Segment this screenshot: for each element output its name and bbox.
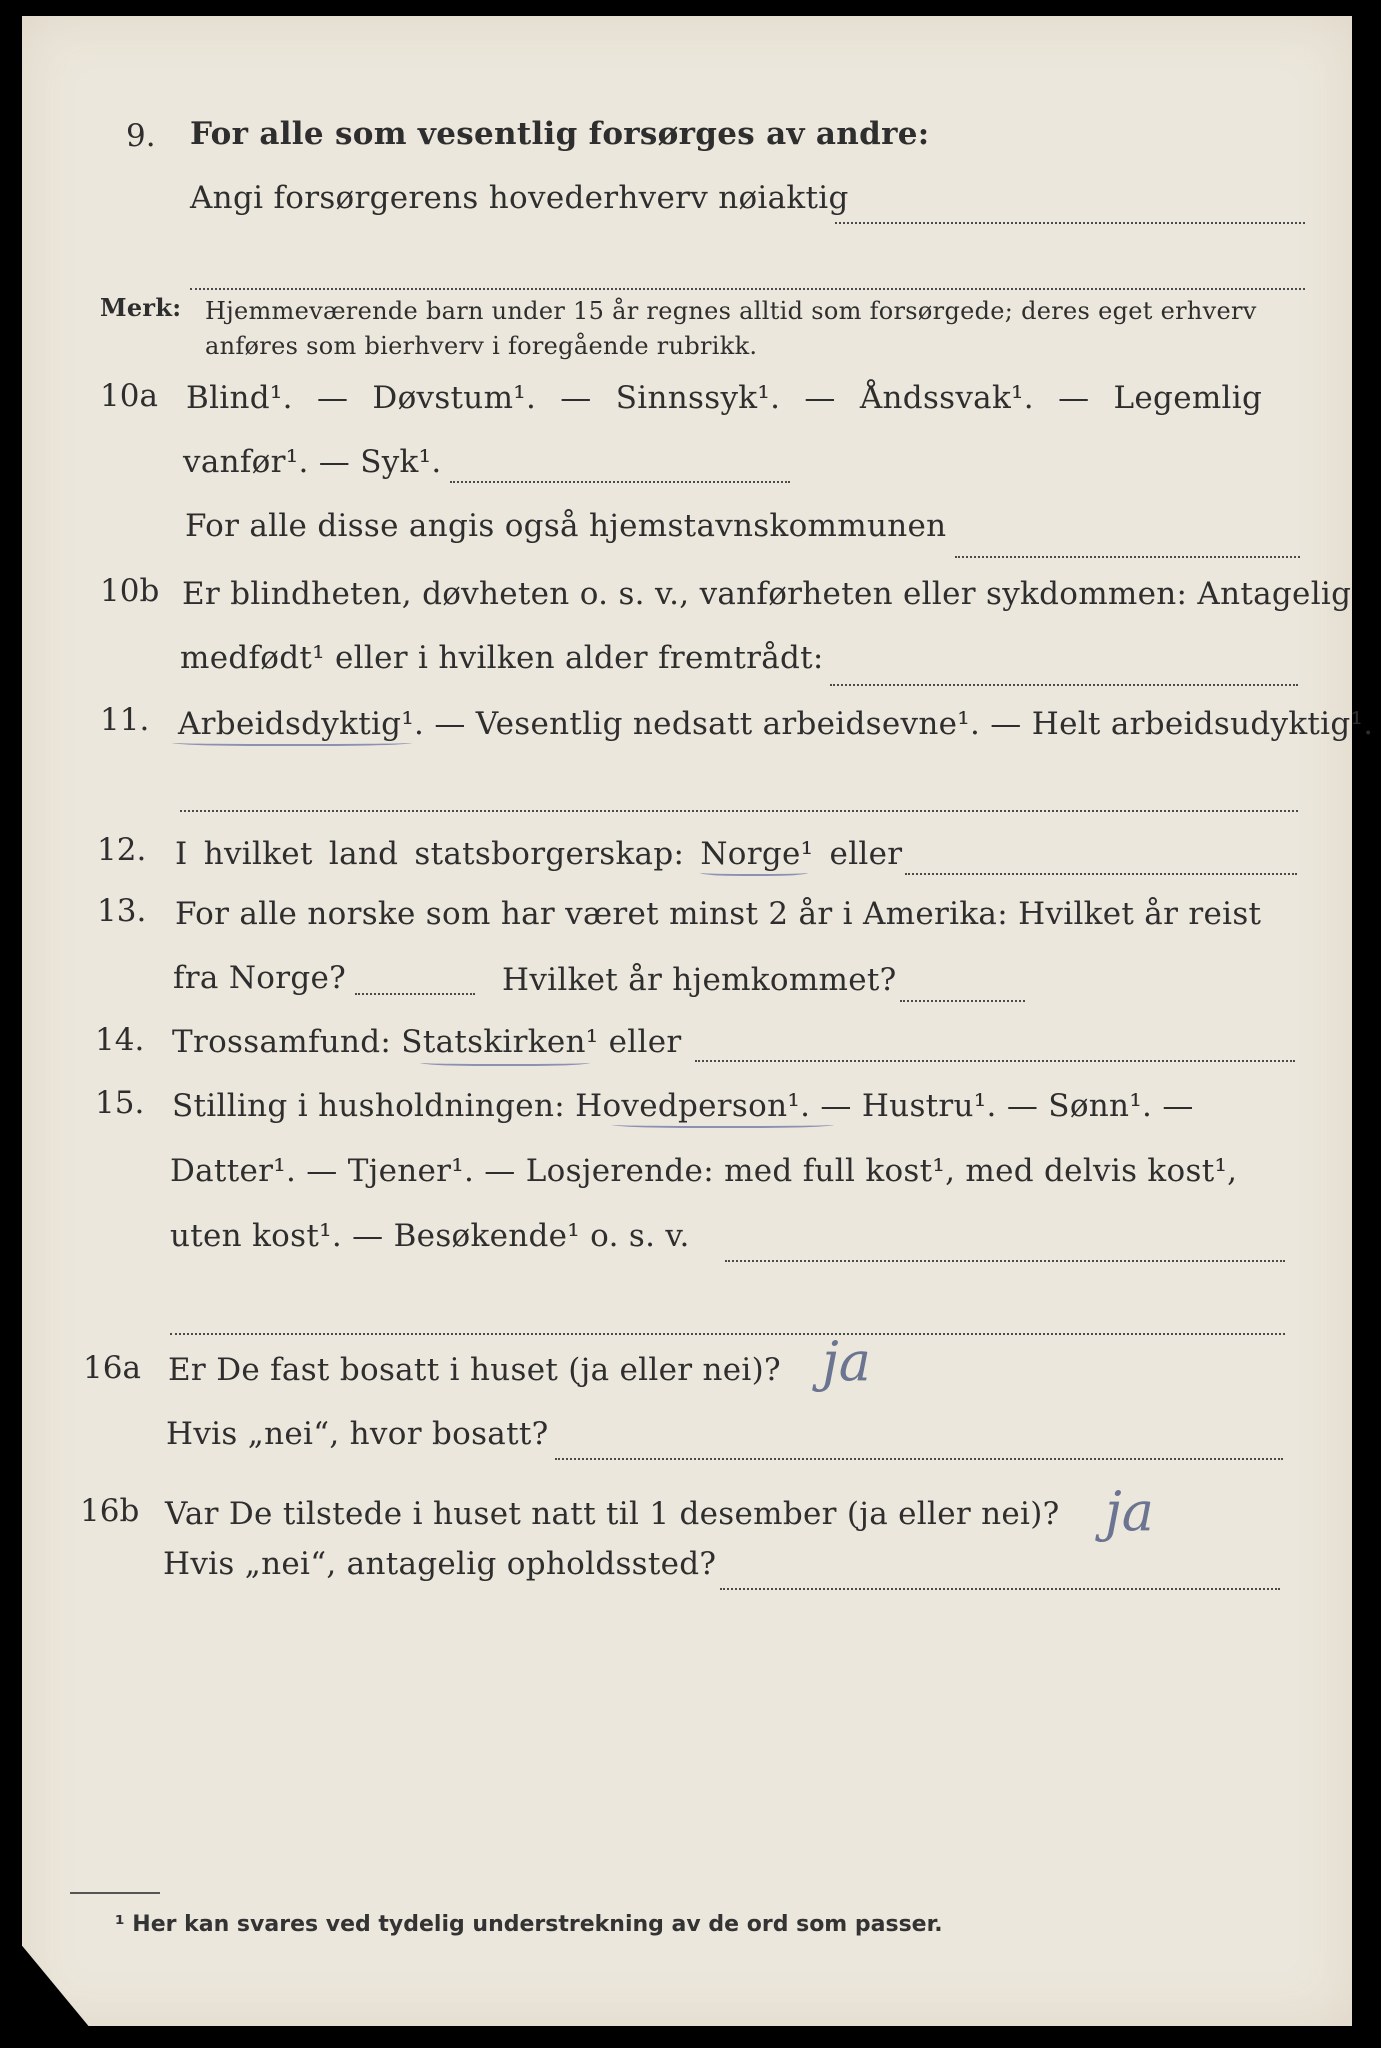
row-12-number: 12. <box>97 832 147 868</box>
merk-line1: Hjemmeværende barn under 15 år regnes alltid som forsørgede; deres eget erhverv <box>205 297 1257 325</box>
row-13-number: 13. <box>97 893 147 929</box>
row-12-answer-line <box>905 873 1297 875</box>
row-13-reist-line <box>355 993 475 995</box>
row-12-handwritten-underline <box>700 868 808 876</box>
row-16b-line1: Var De tilstede i huset natt til 1 desember (ja eller nei)? <box>165 1496 1060 1532</box>
row-16a-handwritten-answer: ja <box>822 1330 871 1393</box>
row-16b-answer-line <box>720 1588 1280 1590</box>
row-15-answer-line <box>725 1260 1285 1262</box>
row-15-line1: Stilling i husholdningen: Hovedperson¹. — Hustru¹. — Sønn¹. — <box>172 1088 1194 1124</box>
row-10b-answer-line <box>830 684 1298 686</box>
row-10b-line2: medfødt¹ eller i hvilken alder fremtrådt: <box>180 640 824 676</box>
row-10a-line1: Blind¹. — Døvstum¹. — Sinnssyk¹. — Åndssvak¹. — Legemlig <box>186 380 1263 416</box>
row-9-line2: Angi forsørgerens hovederhverv nøiaktig <box>190 180 849 216</box>
merk-line2: anføres som bierhverv i foregående rubrikk. <box>205 332 758 360</box>
row-14-line1: Trossamfund: Statskirken¹ eller <box>172 1024 682 1060</box>
row-10b-number: 10b <box>100 573 160 609</box>
row-16a-line1: Er De fast bosatt i huset (ja eller nei)? <box>168 1352 781 1388</box>
row-11-handwritten-underline <box>172 738 412 746</box>
row-14-handwritten-underline <box>420 1058 590 1066</box>
row-16a-line2: Hvis „nei“, hvor bosatt? <box>166 1416 549 1452</box>
row-14-number: 14. <box>95 1022 145 1058</box>
row-15-line2: Datter¹. — Tjener¹. — Losjerende: med full kost¹, med delvis kost¹, <box>170 1153 1238 1189</box>
row-13-hjemkommet-line <box>900 1000 1025 1002</box>
row-10a-syk-line <box>450 481 790 483</box>
row-16a-answer-line <box>555 1458 1283 1460</box>
row-9-extra-line <box>190 288 1305 290</box>
row-10a-hjemstavn-line <box>955 556 1300 558</box>
row-16a-number: 16a <box>83 1350 141 1386</box>
row-10b-line1: Er blindheten, døvheten o. s. v., vanførheten eller sykdommen: Antagelig <box>182 576 1352 612</box>
row-13-line2b: Hvilket år hjemkommet? <box>502 962 897 998</box>
row-13-line2a: fra Norge? <box>173 960 347 996</box>
row-11-number: 11. <box>100 702 150 738</box>
merk-label: Merk: <box>100 293 182 322</box>
row-14-answer-line <box>695 1060 1295 1062</box>
row-10a-line3: For alle disse angis også hjemstavnskommunen <box>185 508 947 544</box>
row-16b-line2: Hvis „nei“, antagelig opholdssted? <box>163 1546 717 1582</box>
row-11-line1: Arbeidsdyktig¹. — Vesentlig nedsatt arbeidsevne¹. — Helt arbeidsudyktig¹. <box>178 706 1374 742</box>
row-9-number: 9. <box>126 118 156 154</box>
row-9-answer-line <box>835 222 1305 224</box>
footnote: ¹ Her kan svares ved tydelig understrekning av de ord som passer. <box>115 1912 943 1937</box>
row-10a-line2: vanfør¹. — Syk¹. <box>183 444 442 480</box>
row-15-number: 15. <box>95 1085 145 1121</box>
row-16b-number: 16b <box>80 1493 140 1529</box>
footnote-rule <box>70 1892 160 1894</box>
row-10a-number: 10a <box>100 378 158 414</box>
row-15-handwritten-underline <box>612 1120 834 1128</box>
row-16b-handwritten-answer: ja <box>1105 1480 1154 1543</box>
row-12-line1: I hvilket land statsborgerskap: Norge¹ eller <box>175 836 903 872</box>
row-15-extra-line <box>170 1333 1285 1335</box>
row-13-line1: For alle norske som har været minst 2 år i Amerika: Hvilket år reist <box>175 896 1262 932</box>
row-15-line3: uten kost¹. — Besøkende¹ o. s. v. <box>170 1218 690 1254</box>
row-11-answer-line <box>180 810 1298 812</box>
row-9-line1: For alle som vesentlig forsørges av andre: <box>190 116 930 152</box>
